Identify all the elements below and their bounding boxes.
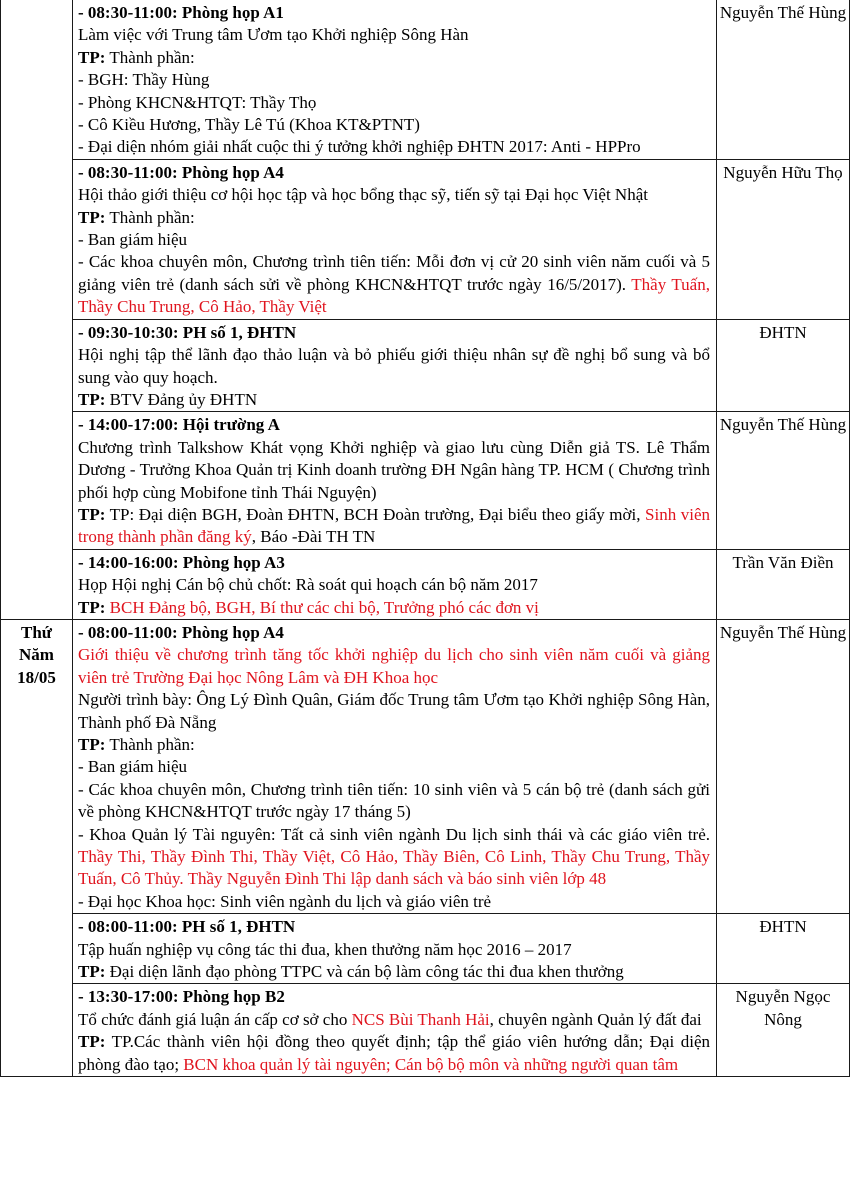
- detail-text: - Các khoa chuyên môn, Chương trình tiên tiến: 10 sinh viên và 5 cán bộ trẻ (danh sách gửi về phòng KHCN&HTQT trước ngày 17 tháng 5): [78, 779, 710, 822]
- event-detail-line: [78, 824, 710, 891]
- day-cell: [1, 0, 73, 619]
- day-date: 18/05: [17, 667, 56, 687]
- schedule-row: [1, 914, 850, 984]
- event-detail-line: [78, 734, 710, 756]
- detail-text: Hội thảo giới thiệu cơ hội học tập và học bổng thạc sỹ, tiến sỹ tại Đại học Việt Nhật: [78, 185, 648, 205]
- event-time-location: - 13:30-17:00: Phòng họp B2: [78, 987, 285, 1007]
- event-content: [73, 549, 717, 619]
- event-time-location: - 14:00-16:00: Phòng họp A3: [78, 552, 285, 572]
- schedule-row: [1, 984, 850, 1077]
- event-detail-line: [78, 504, 710, 549]
- event-time-location: - 08:30-11:00: Phòng họp A4: [78, 162, 284, 182]
- day-cell-thursday: [1, 619, 73, 1076]
- detail-text: Tập huấn nghiệp vụ công tác thi đua, khen thưởng năm học 2016 – 2017: [78, 939, 572, 959]
- event-time-location: - 08:00-11:00: PH số 1, ĐHTN: [78, 917, 296, 937]
- event-detail-line: [78, 207, 710, 229]
- highlighted-text: Thầy Tuấn, Thầy Chu Trung, Cô Hảo, Thầy Việt: [78, 274, 710, 317]
- event-content: [73, 914, 717, 984]
- event-detail-line: [78, 92, 710, 114]
- detail-text: - BGH: Thầy Hùng: [78, 70, 210, 90]
- schedule-row: [1, 412, 850, 549]
- event-detail-line: [78, 344, 710, 389]
- detail-text: Chương trình Talkshow Khát vọng Khởi nghiệp và giao lưu cùng Diễn giả TS. Lê Thẩm Dương - Trưởng Khoa Quản trị Kinh doanh trường ĐH Ngân hàng TP. HCM ( Chương trình phối hợp cùng Mobifone tỉnh Thái Nguyện): [78, 437, 710, 502]
- event-detail-line: [78, 756, 710, 778]
- event-detail-line: [78, 229, 710, 251]
- event-detail-line: [78, 961, 710, 983]
- highlighted-text: BCH Đảng bộ, BGH, Bí thư các chi bộ, Trưởng phó các đơn vị: [105, 597, 539, 617]
- detail-text: - Ban giám hiệu: [78, 230, 188, 250]
- highlighted-text: BCN khoa quản lý tài nguyên; Cán bộ bộ môn và những người quan tâm: [183, 1054, 679, 1074]
- detail-text: TP: Đại diện BGH, Đoàn ĐHTN, BCH Đoàn trường, Đại biểu theo giấy mời,: [105, 504, 646, 524]
- label-tp: TP:: [78, 1032, 106, 1052]
- detail-text: - Phòng KHCN&HTQT: Thầy Thọ: [78, 92, 317, 112]
- detail-text: BTV Đảng ủy ĐHTN: [105, 389, 258, 409]
- schedule-body: [1, 0, 850, 1077]
- event-detail-line: [78, 47, 710, 69]
- event-owner: Trần Văn Điền: [717, 549, 850, 619]
- highlighted-text: Giới thiệu về chương trình tăng tốc khởi nghiệp du lịch cho sinh viên năm cuối và giảng viên trẻ Trường Đại học Nông Lâm và ĐH Khoa học: [78, 645, 710, 687]
- detail-text: Thành phần:: [105, 735, 195, 754]
- detail-text: - Đại học Khoa học: Sinh viên ngành du lịch và giáo viên trẻ: [78, 891, 492, 911]
- schedule-row: [1, 319, 850, 412]
- label-tp: TP:: [78, 597, 106, 617]
- schedule-row: [1, 549, 850, 619]
- label-tp: TP:: [78, 47, 106, 67]
- detail-text: Đại diện lãnh đạo phòng TTPC và cán bộ làm công tác thi đua khen thưởng: [105, 962, 624, 982]
- event-detail-line: [78, 24, 710, 46]
- highlighted-text: Thầy Thi, Thầy Đình Thi, Thầy Việt, Cô Hảo, Thầy Biên, Cô Linh, Thầy Chu Trung, Thầy Tuấn, Cô Thủy. Thầy Nguyễn Đình Thi lập danh sách và báo sinh viên lớp 48: [78, 847, 710, 889]
- schedule-row: [1, 0, 850, 159]
- event-time-location: - 14:00-17:00: Hội trường A: [78, 415, 280, 435]
- event-detail-line: [78, 779, 710, 824]
- event-detail-line: [78, 1009, 710, 1031]
- event-detail-line: [78, 644, 710, 689]
- event-owner: ĐHTN: [717, 914, 850, 984]
- event-detail-line: [78, 1031, 710, 1076]
- event-content: [73, 0, 717, 159]
- detail-text: Thành phần:: [105, 47, 195, 67]
- event-detail-line: [78, 597, 710, 619]
- detail-text: Tổ chức đánh giá luận án cấp cơ sở cho: [78, 1009, 352, 1029]
- label-tp: TP:: [78, 207, 106, 227]
- detail-text: Làm việc với Trung tâm Ươm tạo Khởi nghiệp Sông Hàn: [78, 25, 469, 45]
- detail-text: - Khoa Quản lý Tài nguyên: Tất cả sinh viên ngành Du lịch sinh thái và các giáo viên trẻ.: [78, 824, 710, 844]
- schedule-row: [1, 619, 850, 913]
- event-detail-line: [78, 939, 710, 961]
- label-tp: TP:: [78, 735, 106, 754]
- event-owner: Nguyễn Thế Hùng: [717, 412, 850, 549]
- event-detail-line: [78, 437, 710, 504]
- event-detail-line: [78, 574, 710, 596]
- day-name: Năm: [19, 645, 54, 665]
- detail-text: - Ban giám hiệu: [78, 757, 188, 777]
- event-time-location: - 08:00-11:00: Phòng họp A4: [78, 622, 284, 642]
- event-detail-line: [78, 689, 710, 734]
- detail-text: - Cô Kiều Hương, Thầy Lê Tú (Khoa KT&PTNT): [78, 115, 420, 135]
- event-time-location: - 09:30-10:30: PH số 1, ĐHTN: [78, 322, 297, 342]
- event-detail-line: [78, 136, 710, 158]
- event-detail-line: [78, 114, 710, 136]
- event-content: [73, 319, 717, 412]
- detail-text: Hội nghị tập thể lãnh đạo thảo luận và bỏ phiếu giới thiệu nhân sự đề nghị bổ sung và bổ sung vào quy hoạch.: [78, 345, 710, 387]
- detail-text: Người trình bày: Ông Lý Đình Quân, Giám đốc Trung tâm Ươm tạo Khởi nghiệp Sông Hàn, Thành phố Đà Nẵng: [78, 690, 710, 732]
- event-detail-line: [78, 69, 710, 91]
- detail-text: TP.Các thành viên hội đồng theo quyết định; tập thể giáo viên hướng dẫn; Đại diện phòng đào tạo;: [78, 1032, 710, 1074]
- event-content: [73, 412, 717, 549]
- schedule-row: [1, 159, 850, 319]
- event-owner: Nguyễn Hữu Thọ: [717, 159, 850, 319]
- detail-text: , Báo -Đài TH TN: [251, 527, 376, 547]
- event-detail-line: [78, 184, 710, 206]
- event-owner: Nguyễn Ngọc Nông: [717, 984, 850, 1077]
- event-owner: Nguyễn Thế Hùng: [717, 619, 850, 913]
- detail-text: Thành phần:: [105, 207, 195, 227]
- highlighted-text: NCS Bùi Thanh Hải: [351, 1009, 490, 1029]
- highlighted-text: Sinh viên trong thành phần đăng ký: [78, 504, 710, 547]
- label-tp: TP:: [78, 504, 106, 524]
- event-content: [73, 984, 717, 1077]
- day-name: Thứ: [21, 622, 52, 642]
- label-tp: TP:: [78, 389, 106, 409]
- event-time-location: - 08:30-11:00: Phòng họp A1: [78, 3, 284, 22]
- event-owner: ĐHTN: [717, 319, 850, 412]
- event-owner: Nguyễn Thế Hùng: [717, 0, 850, 159]
- detail-text: Họp Hội nghị Cán bộ chủ chốt: Rà soát qui hoạch cán bộ năm 2017: [78, 575, 538, 595]
- event-detail-line: [78, 891, 710, 913]
- detail-text: - Các khoa chuyên môn, Chương trình tiên tiến: Mỗi đơn vị cử 20 sinh viên năm cuối và 5 giảng viên trẻ (danh sách sửi về phòng KHCN&HTQT trước ngày 16/5/2017).: [78, 252, 710, 294]
- event-content: [73, 159, 717, 319]
- detail-text: - Đại diện nhóm giải nhất cuộc thi ý tưởng khởi nghiệp ĐHTN 2017: Anti - HPPro: [78, 137, 641, 157]
- event-detail-line: [78, 389, 710, 411]
- label-tp: TP:: [78, 962, 106, 982]
- event-content: [73, 619, 717, 913]
- event-detail-line: [78, 251, 710, 318]
- detail-text: , chuyên ngành Quản lý đất đai: [489, 1009, 702, 1029]
